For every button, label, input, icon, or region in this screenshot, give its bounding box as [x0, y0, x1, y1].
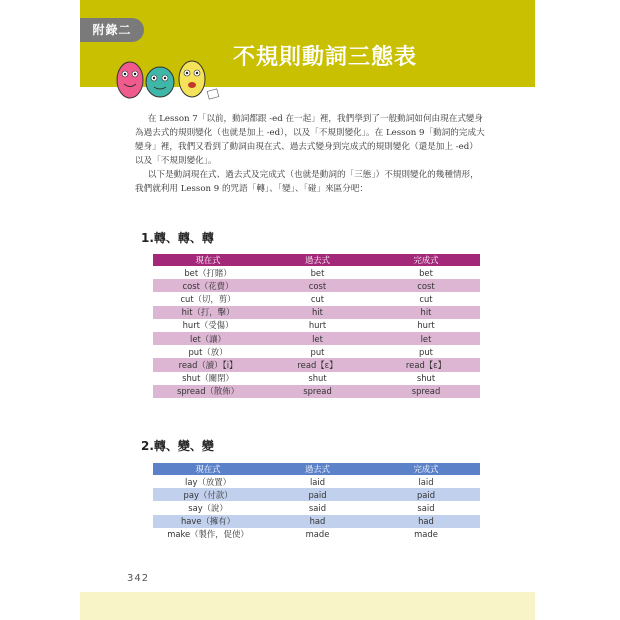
cell-perfect: cost	[372, 279, 480, 292]
cell-present: read（讀）【i】	[153, 358, 263, 371]
intro-paragraph-1: 在 Lesson 7「以前，動詞都跟 -ed 在一起」裡，我們學到了一般動詞如何由現在式變身為過去式的規則變化（也就是加上 -ed），以及「不規則變化」。在 Lesson 9「動詞的完成大變身」裡，我們又看到了動詞由現在式、過去式變身到完成式的規則變化（還是加上 -ed）以及「不規則變化」。	[135, 114, 485, 166]
cell-perfect: said	[417, 502, 435, 513]
cell-past: hit	[263, 306, 372, 319]
column-header-perfect: 完成式	[372, 463, 480, 475]
cell-perfect: cut	[419, 293, 433, 304]
cell-past: had	[263, 515, 372, 528]
column-header-past: 過去式	[263, 254, 372, 266]
pink-mascot	[117, 62, 143, 98]
page-number: 342	[127, 573, 150, 584]
cell-perfect: laid	[418, 476, 434, 487]
cell-perfect: had	[372, 515, 480, 528]
cell-past: put	[310, 346, 325, 357]
table-row	[153, 345, 480, 358]
intro-text	[135, 112, 485, 196]
cell-past: cut	[310, 293, 325, 304]
table-row	[153, 279, 480, 292]
table-row	[153, 501, 480, 514]
cell-past: read【ε】	[263, 358, 372, 371]
cell-past: let	[263, 332, 372, 345]
page-title: 不規則動詞三態表	[232, 45, 417, 70]
cell-past: laid	[309, 476, 326, 487]
cell-past: shut	[308, 373, 327, 384]
table-row	[153, 292, 480, 305]
section-1-heading: 1.轉、轉、轉	[141, 231, 214, 245]
cell-present: bet（打賭）	[184, 267, 232, 278]
cell-perfect: made	[414, 529, 438, 540]
intro-paragraph-2: 以下是動詞現在式、過去式及完成式（也就是動詞的「三態」）不規則變化的幾種情形，我們就利用 Lesson 9 的咒語「轉」、「變」、「碰」來區分吧：	[135, 170, 479, 194]
cell-present: spread（散佈）	[153, 385, 263, 398]
table-section-1	[153, 254, 480, 398]
cell-perfect: hurt	[417, 320, 435, 331]
cell-past: cost	[263, 279, 372, 292]
table-row	[153, 528, 480, 541]
cell-present: have（擁有）	[153, 515, 263, 528]
cell-past: spread	[263, 385, 372, 398]
cell-present: hurt（受傷）	[182, 320, 234, 331]
cell-present: shut（關閉）	[182, 373, 234, 384]
cell-perfect: put	[419, 346, 433, 357]
table-row	[153, 475, 480, 488]
cell-present: cut（切，剪）	[180, 293, 236, 304]
cell-present: put（放）	[188, 346, 228, 357]
column-header-past: 過去式	[263, 463, 372, 475]
teal-mascot	[146, 67, 174, 97]
table-row	[153, 332, 480, 345]
cell-perfect: let	[372, 332, 480, 345]
cell-past: hurt	[308, 320, 327, 331]
column-header-present: 現在式	[153, 463, 263, 475]
cell-present: let（讓）	[153, 332, 263, 345]
appendix-tab: 附錄二	[80, 18, 144, 42]
cell-present: hit（打，擊）	[153, 306, 263, 319]
cell-present: cost（花費）	[153, 279, 263, 292]
cell-present: make（製作，促使）	[167, 529, 249, 540]
table-row	[153, 372, 480, 385]
cell-perfect: spread	[372, 385, 480, 398]
cell-perfect: read【ε】	[372, 358, 480, 371]
cell-past: made	[305, 529, 330, 540]
cell-present: say（說）	[188, 502, 228, 513]
table-row	[153, 488, 480, 501]
egg-mascots-icon	[108, 52, 228, 104]
cell-past: paid	[263, 488, 372, 501]
table-row	[153, 266, 480, 279]
cell-present: pay（付款）	[153, 488, 263, 501]
table-section-2	[153, 463, 480, 541]
cell-perfect: shut	[416, 373, 436, 384]
cell-past: bet	[310, 267, 325, 278]
yellow-mascot	[179, 61, 205, 97]
table-row	[153, 358, 480, 371]
table-row	[153, 385, 480, 398]
cell-present: lay（放置）	[185, 476, 231, 487]
cell-perfect: bet	[419, 267, 433, 278]
cell-perfect: paid	[372, 488, 480, 501]
column-header-perfect: 完成式	[372, 254, 480, 266]
section-2-heading: 2.轉、變、變	[141, 439, 214, 453]
column-header-present: 現在式	[153, 254, 263, 266]
table-row	[153, 515, 480, 528]
table-row	[153, 319, 480, 332]
table-row	[153, 306, 480, 319]
cell-perfect: hit	[372, 306, 480, 319]
footer-band	[80, 592, 535, 620]
cell-past: said	[308, 502, 327, 513]
